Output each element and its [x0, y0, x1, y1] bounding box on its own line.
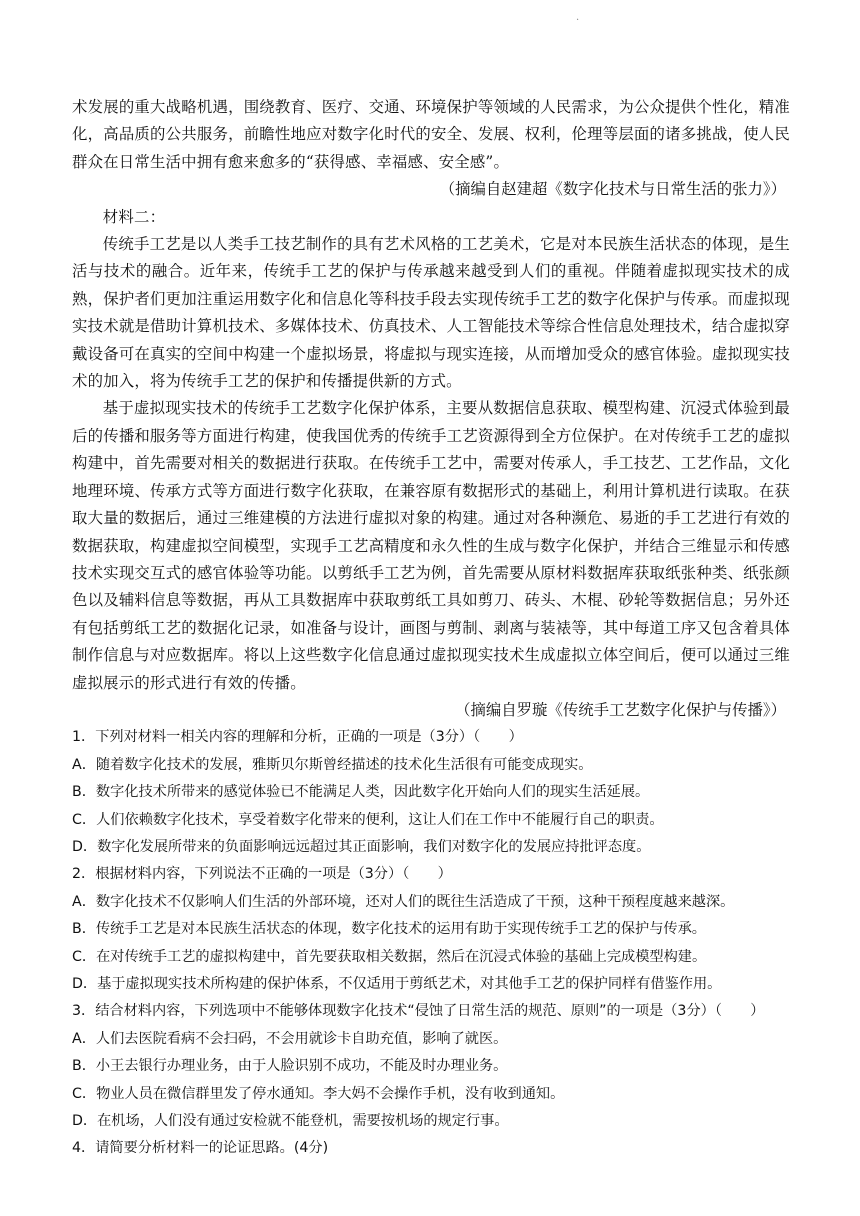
option-d: D．数字化发展所带来的负面影响远远超过其正面影响，我们对数字化的发展应持批评态度。 — [72, 838, 651, 855]
question-2 — [72, 861, 790, 998]
material1-source: （摘编自赵建超《数字化技术与日常生活的张力》） — [439, 180, 786, 199]
question-4 — [72, 1135, 790, 1162]
question-stem: 4．请简要分析材料一的论证思路。(4分) — [72, 1140, 329, 1157]
material2-heading: 材料二： — [102, 207, 166, 226]
material2-paragraph-1: 传统手工艺是以人类手工技艺制作的具有艺术风格的工艺美术，它是对本民族生活状态的体现，是生活与技术的融合。近年来，传统手工艺的保护与传承越来越受到人们的重视。伴随着虚拟现实技术的成熟，保护者们更加注重运用数字化和信息化等科技手段去实现传统手工艺的数字化保护与传承。而虚拟现实技术就是借助计算机技术、多媒体技术、仿真技术、人工智能技术等综合性信息处理技术，结合虚拟穿戴设备可在真实的空间中构建一个虚拟场景，将虚拟与现实连接，从而增加受众的感官体验。虚拟现实技术的加入，将为传统手工艺的保护和传播提供新的方式。 — [72, 235, 790, 391]
material2-source: （摘编自罗璇《传统手工艺数字化保护与传播》） — [455, 700, 786, 719]
option-b: B．传统手工艺是对本民族生活状态的体现，数字化技术的运用有助于实现传统手工艺的保护与传承。 — [72, 921, 706, 938]
option-c: C．物业人员在微信群里发了停水通知。李大妈不会操作手机，没有收到通知。 — [72, 1085, 565, 1102]
option-a: A．数字化技术不仅影响人们生活的外部环境，还对人们的既往生活造成了干预，这种干预程度越来越深。 — [72, 893, 735, 910]
option-d: D．在机场，人们没有通过安检就不能登机，需要按机场的规定行事。 — [72, 1113, 509, 1130]
question-stem: 1．下列对材料一相关内容的理解和分析，正确的一项是（3分）（ ） — [72, 729, 523, 746]
option-c: C．人们依赖数字化技术，享受着数字化带来的便利，这让人们在工作中不能履行自己的职责。 — [72, 811, 664, 828]
question-stem: 2．根据材料内容，下列说法不正确的一项是（3分）（ ） — [72, 866, 452, 883]
header-dot: . — [576, 12, 580, 23]
option-b: B．数字化技术所带来的感觉体验已不能满足人类，因此数字化开始向人们的现实生活延展。 — [72, 784, 650, 801]
question-1 — [72, 724, 790, 861]
material2-paragraph-2: 基于虚拟现实技术的传统手工艺数字化保护体系，主要从数据信息获取、模型构建、沉浸式体验到最后的传播和服务等方面进行构建，使我国优秀的传统手工艺资源得到全方位保护。在对传统手工艺的虚拟构建中，首先需要对相关的数据进行获取。在传统手工艺中，需要对传承人，手工技艺、工艺作品，文化地理环境、传承方式等方面进行数字化获取，在兼容原有数据形式的基础上，利用计算机进行读取。在获取大量的数据后，通过三维建模的方法进行虚拟对象的构建。通过对各种濒危、易逝的手工艺进行有效的数据获取，构建虚拟空间模型，实现手工艺高精度和永久性的生成与数字化保护，并结合三维显示和传感技术实现交互式的感官体验等功能。以剪纸手工艺为例，首先需要从原材料数据库获取纸张种类、纸张颜色以及辅料信息等数据，再从工具数据库中获取剪纸工具如剪刀、砖头、木棍、砂轮等数据信息；另外还有包括剪纸工艺的数据化记录，如准备与设计，画图与剪制、剥离与装裱等，其中每道工序又包含着具体制作信息与对应数据库。将以上这些数字化信息通过虚拟现实技术生成虚拟立体空间后，便可以通过三维虚拟展示的形式进行有效的传播。 — [72, 399, 790, 692]
option-a: A．人们去医院看病不会扫码，不会用就诊卡自助充值，影响了就医。 — [72, 1030, 508, 1047]
option-a: A．随着数字化技术的发展，雅斯贝尔斯曾经描述的技术化生活很有可能变成现实。 — [72, 756, 593, 773]
material1-tail-paragraph: 术发展的重大战略机遇，围绕教育、医疗、交通、环境保护等领域的人民需求，为公众提供个性化，精准化，高品质的公共服务，前瞻性地应对数字化时代的安全、发展、权利，伦理等层面的诸多挑战，使人民群众在日常生活中拥有愈来愈多的“获得感、幸福感、安全感”。 — [72, 98, 790, 171]
option-d: D．基于虚拟现实技术所构建的保护体系，不仅适用于剪纸艺术，对其他手工艺的保护同样有借鉴作用。 — [72, 976, 722, 992]
question-stem: 3．结合材料内容，下列选项中不能够体现数字化技术“侵蚀了日常生活的规范、原则”的一项是（3分）（ ） — [72, 1003, 765, 1020]
question-3 — [72, 998, 790, 1135]
option-c: C．在对传统手工艺的虚拟构建中，首先要获取相关数据，然后在沉浸式体验的基础上完成模型构建。 — [72, 948, 707, 965]
document-body — [72, 94, 790, 1163]
option-b: B．小王去银行办理业务，由于人脸识别不成功，不能及时办理业务。 — [72, 1058, 508, 1075]
